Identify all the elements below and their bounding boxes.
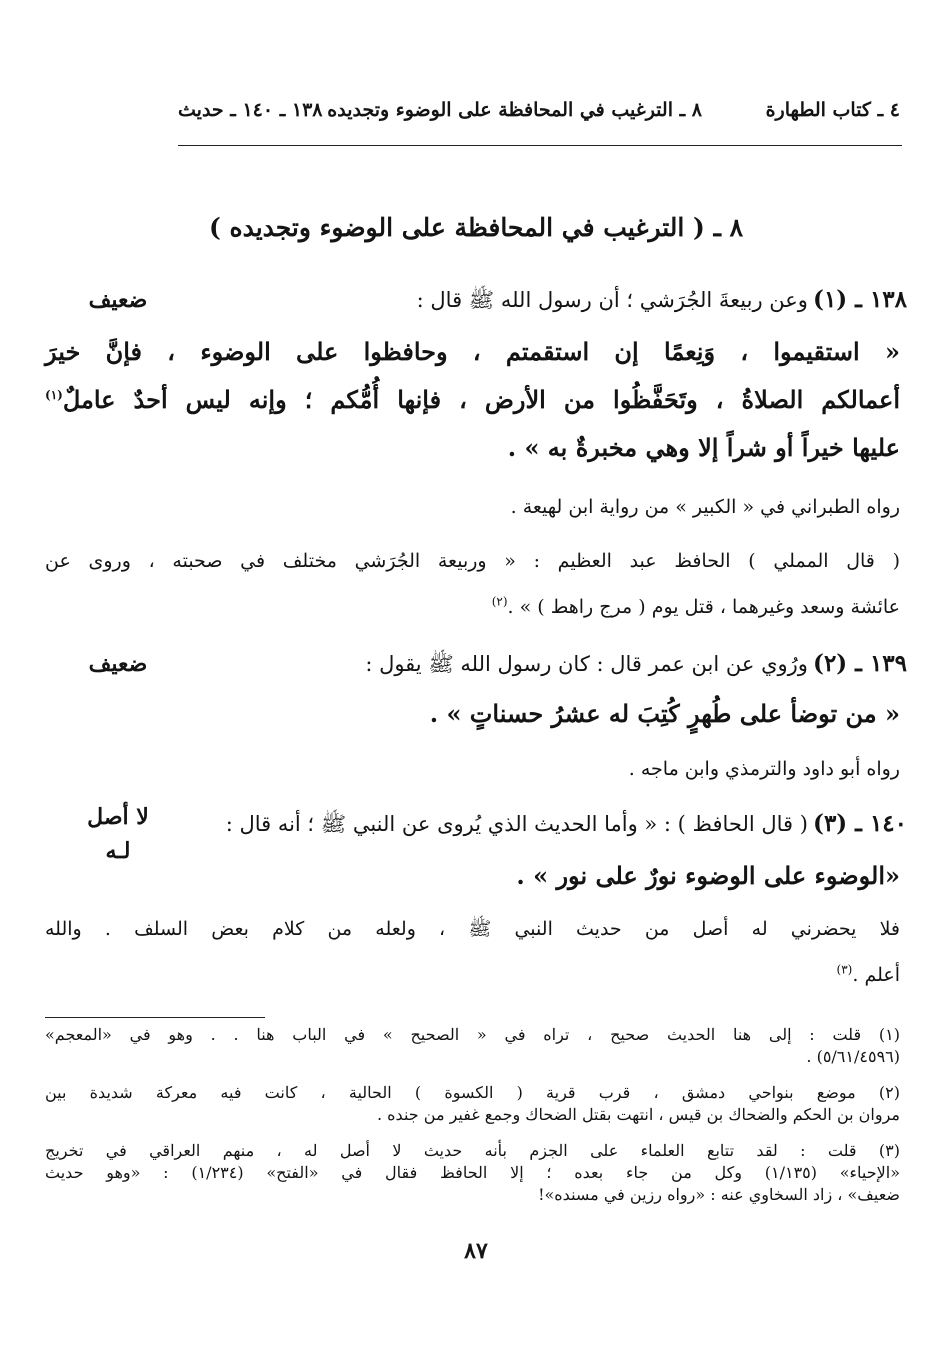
footnote-ref-1: (١) <box>45 388 63 402</box>
header-divider <box>178 145 902 146</box>
hadith-138-matn-line-1: « استقيموا ، وَنِعمًا إن استقمتم ، وحافظوا على الوضوء ، فإنَّ خيرَ <box>45 337 900 366</box>
hadith-number-138: ١٣٨ ـ (١) <box>813 286 907 313</box>
hadith-138-comment-line-1: ( قال المملي ) الحافظ عبد العظيم : « وربيعة الجُرَشي مختلف في صحبته ، وروى عن <box>45 550 900 572</box>
hadith-140-intro: ( قال الحافظ ) : « وأما الحديث الذي يُروى عن النبي ﷺ ؛ أنه قال : <box>225 812 808 836</box>
hadith-139-intro: ورُوي عن ابن عمر قال : كان رسول الله ﷺ يقول : <box>365 652 808 676</box>
hadith-grade-138: ضعيف <box>88 287 148 313</box>
running-header-book: ٤ ـ كتاب الطهارة <box>765 99 900 121</box>
hadith-140-comment-line-1: فلا يحضرني له أصل من حديث النبي ﷺ ، ولعله من كلام بعض السلف . والله <box>45 918 900 940</box>
footnote-1-line-2: (٥/٦١/٤٥٩٦) . <box>806 1047 900 1066</box>
hadith-139-source: رواه أبو داود والترمذي وابن ماجه . <box>628 758 900 780</box>
footnote-3-line-3: ضعيف» ، زاد السخاوي عنه : «رواه رزين في مسنده»! <box>538 1185 900 1204</box>
footnote-2-line-1: (٢) موضع بنواحي دمشق ، قرب قرية ( الكسوة ) الحالية ، كانت فيه معركة شديدة بين <box>45 1083 900 1102</box>
running-header-hadith-range: ١٣٨ ـ ١٤٠ ـ حديث <box>178 99 323 121</box>
hadith-138-matn-line-2 <box>45 376 900 424</box>
hadith-number-139: ١٣٩ ـ (٢) <box>813 650 907 677</box>
chapter-title: ٨ ـ ( الترغيب في المحافظة على الوضوء وتجديده ) <box>208 213 744 242</box>
hadith-139-intro-line <box>365 646 907 684</box>
hadith-140-comment-line-2-text: أعلم . <box>852 964 900 986</box>
hadith-grade-139: ضعيف <box>88 651 148 677</box>
hadith-138-comment-line-2 <box>492 590 900 624</box>
footnote-divider <box>45 1017 265 1018</box>
hadith-138-matn-line-3: عليها خيراً أو شراً إلا وهي مخبرةٌ به » . <box>507 433 900 462</box>
footnote-ref-3: (٣) <box>836 962 853 977</box>
hadith-140-matn: «الوضوء على الوضوء نورٌ على نور » . <box>516 861 900 890</box>
hadith-140-intro-line <box>226 806 907 844</box>
hadith-140-comment-line-2 <box>837 958 900 992</box>
footnote-3-line-1: (٣) قلت : لقد تتابع العلماء على الجزم بأنه حديث لا أصل له ، منهم العراقي في تخريج <box>45 1141 900 1160</box>
footnote-3 <box>45 1140 900 1206</box>
page-number: ٨٧ <box>464 1238 488 1264</box>
hadith-grade-140-line-2: لـه <box>105 838 131 864</box>
footnote-1-line-1: (١) قلت : إلى هنا الحديث صحيح ، تراه في « الصحيح » في الباب هنا . . وهو في «المعجم» <box>45 1025 900 1044</box>
footnote-1 <box>45 1024 900 1068</box>
hadith-138-source: رواه الطبراني في « الكبير » من رواية ابن لهيعة . <box>510 496 900 518</box>
hadith-grade-140-line-1: لا أصل <box>87 804 149 830</box>
footnote-2 <box>45 1082 900 1126</box>
footnote-3-line-2: «الإحياء» (١/١٣٥) وكل من جاء بعده ؛ إلا الحافظ فقال في «الفتح» (١/٢٣٤) : «وهو حديث <box>45 1163 901 1182</box>
hadith-number-140: ١٤٠ ـ (٣) <box>813 810 907 837</box>
hadith-138-intro: وعن ربيعةَ الجُرَشي ؛ أن رسول الله ﷺ قال : <box>416 288 808 312</box>
footnote-ref-2: (٢) <box>491 594 508 609</box>
running-header-chapter: ٨ ـ الترغيب في المحافظة على الوضوء وتجديده <box>327 99 702 121</box>
hadith-138-matn-line-2-text: أعمالكم الصلاةُ ، وتَحَفَّظُوا من الأرض ، فإنها أُمُّكم ؛ وإنه ليس أحدٌ عاملٌ <box>62 385 900 414</box>
footnote-2-line-2: مروان بن الحكم والضحاك بن قيس ، انتهت بقتل الضحاك وجمع غفير من جنده . <box>377 1105 900 1124</box>
hadith-138-intro-line <box>417 282 907 320</box>
hadith-138-comment-line-2-text: عائشة وسعد وغيرهما ، قتل يوم ( مرج راهط ) » . <box>507 596 900 618</box>
hadith-139-matn: « من توضأ على طُهرٍ كُتِبَ له عشرُ حسناتٍ » . <box>429 699 900 728</box>
